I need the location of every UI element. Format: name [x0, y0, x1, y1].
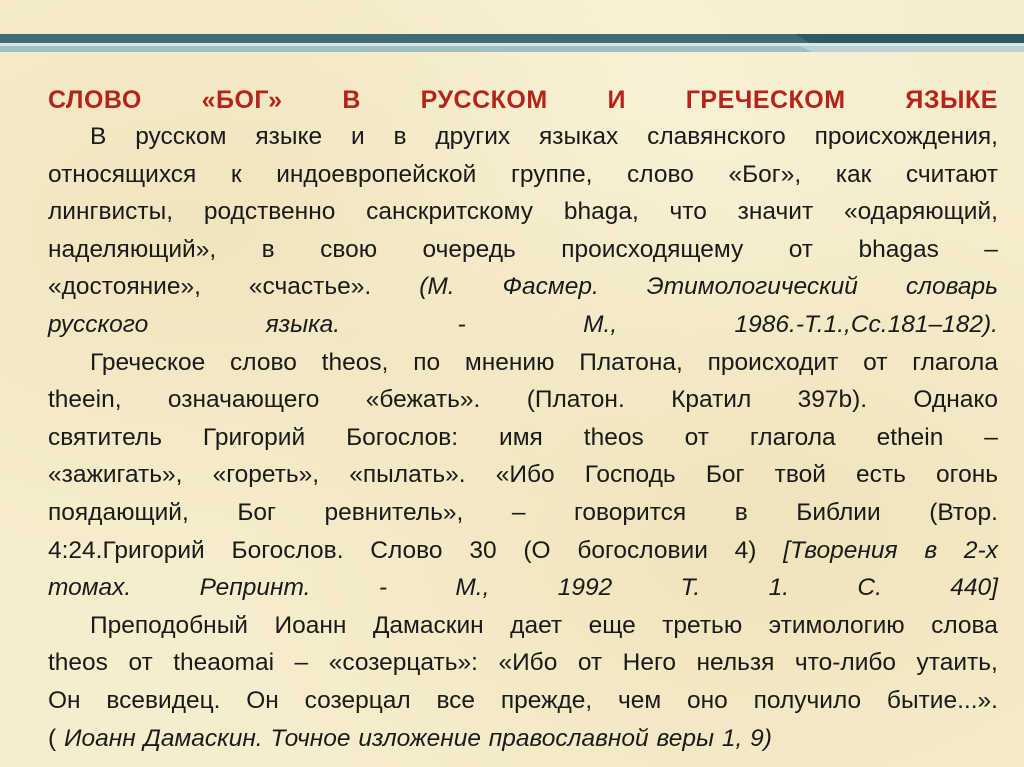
body-word: индоевропейской [276, 160, 477, 188]
body-word: Него [622, 649, 676, 677]
body-word: от [788, 235, 813, 263]
body-word: Платона, [579, 348, 683, 376]
body-word: этимологию [768, 611, 905, 639]
title-word: «БОГ» [201, 85, 283, 114]
text-line [48, 193, 998, 231]
citation-word: языка. [265, 310, 341, 338]
text-line [48, 532, 998, 570]
text-line [48, 156, 998, 194]
body-word: в [393, 123, 407, 150]
body-word: поядающий, [48, 498, 189, 526]
body-word: (Платон. [526, 386, 625, 414]
body-word: есть [856, 461, 906, 489]
text-line [48, 682, 998, 720]
text-line [48, 456, 998, 494]
body-word: всевидец. [106, 686, 221, 714]
citation-word: 440] [950, 574, 998, 602]
body-word: твой [774, 461, 826, 489]
citation-word: С. [857, 574, 882, 602]
body-word: группе, [510, 160, 593, 188]
body-word: «зажигать», [48, 461, 183, 489]
body-word: оно [687, 686, 728, 714]
band-accent-light [800, 46, 1024, 52]
body-word: theaomai [173, 649, 275, 677]
body-word: значит [737, 198, 814, 226]
citation-word: словарь [905, 273, 998, 301]
slide-title [48, 84, 998, 116]
body-word: Греческое [90, 348, 206, 376]
citation-word: Фасмер. [502, 273, 599, 301]
body-word: от [577, 649, 603, 677]
body-word: чем [618, 686, 662, 714]
body-word: «пылать». [349, 461, 466, 489]
text-line [48, 268, 998, 306]
body-word: (О [523, 536, 551, 564]
body-word: theos [583, 423, 644, 451]
body-word: языках [539, 123, 619, 150]
body-word: слова [931, 611, 998, 639]
body-word: слово [230, 348, 297, 376]
body-word: «гореть», [212, 461, 320, 489]
body-word: санскритскому [366, 198, 534, 226]
body-word: очередь [422, 235, 516, 263]
citation-word: - [378, 574, 387, 602]
body-word: «Ибо [498, 649, 558, 677]
body-word: Библии [796, 498, 881, 526]
body-word: происходит [707, 348, 839, 376]
body-word: от [128, 649, 153, 677]
title-word: ЯЗЫКЕ [905, 85, 998, 114]
citation-word: (М. [419, 273, 455, 301]
citation-word: - [457, 310, 466, 338]
band-gap [0, 43, 1024, 46]
body-word: наделяющий», [48, 235, 217, 263]
body-word: «достояние», [48, 273, 201, 301]
body-word: Иоанн [274, 611, 347, 639]
body-word: глагола [749, 423, 836, 451]
citation-word: 1992 [557, 574, 613, 602]
text-line [48, 644, 998, 682]
body-word: Дамаскин [372, 611, 484, 639]
citation-word: 9) [750, 724, 772, 752]
text-line [48, 419, 998, 457]
body-word: лингвисты, [48, 198, 174, 226]
body-word: прежде, [500, 686, 593, 714]
body-word: бытие...». [886, 686, 998, 714]
body-word: что-либо [794, 649, 897, 677]
body-word: – [511, 498, 526, 526]
body-word: – [294, 649, 309, 677]
citation-word: Точное [270, 724, 351, 752]
header-band-graphic [0, 32, 1024, 56]
body-word: Богослов. [231, 536, 344, 564]
body-word: свою [320, 235, 378, 263]
body-word: Однако [913, 386, 998, 414]
body-word: что [669, 198, 707, 226]
body-word: родственно [203, 198, 336, 226]
title-word: И [607, 85, 626, 114]
citation-word: Т. [680, 574, 701, 602]
body-word: ethein [876, 423, 944, 451]
body-word: Господь [584, 461, 676, 489]
body-word: Он [48, 686, 81, 714]
citation-word: изложение [358, 724, 481, 752]
body-word: theein, [48, 386, 122, 414]
body-word: в [734, 498, 748, 526]
body-word: и [350, 123, 365, 150]
body-word: по [413, 348, 441, 376]
body-word: bhagas [858, 235, 939, 263]
body-word: от [684, 423, 709, 451]
text-line [48, 306, 998, 344]
body-word: «созерцать»: [328, 649, 478, 677]
body-word: славянского [647, 123, 786, 150]
title-word: В [342, 85, 361, 114]
body-word: Бог [705, 461, 745, 489]
body-word: мнению [464, 348, 555, 376]
body-word: Он [246, 686, 279, 714]
body-word: 4) [734, 536, 757, 564]
citation-word: Иоанн [64, 724, 136, 752]
citation-word: М., [583, 310, 618, 338]
body-word: русском [135, 123, 227, 150]
body-word: Григорий [202, 423, 306, 451]
body-word: Слово [370, 536, 443, 564]
body-word: Преподобный [90, 611, 248, 639]
body-word: theos, [321, 348, 389, 376]
body-word: ( [48, 724, 57, 752]
citation-word: русского [48, 310, 149, 338]
citation-word: 1986.-Т.1.,Сс.181–182). [734, 310, 998, 338]
body-word: – [984, 423, 998, 451]
text-line [48, 118, 998, 156]
body-word: «одаряющий, [843, 198, 998, 226]
body-word: языке [255, 123, 323, 150]
body-word: Богослов: [346, 423, 459, 451]
body-word: Бог [237, 498, 276, 526]
text-line [48, 344, 998, 382]
decorative-header-band [0, 32, 1024, 56]
body-word: как [835, 160, 872, 188]
body-word: означающего [167, 386, 320, 414]
body-word: к [230, 160, 242, 188]
body-word: дает [510, 611, 563, 639]
body-word: в [261, 235, 275, 263]
body-word: происходящему [561, 235, 744, 263]
body-word: еще [588, 611, 636, 639]
body-word: получило [753, 686, 862, 714]
body-word: от [863, 348, 888, 376]
body-word: относящихся [48, 160, 197, 188]
body-word: считают [905, 160, 998, 188]
title-word: ГРЕЧЕСКОМ [685, 85, 846, 114]
citation-word: православной [488, 724, 649, 752]
body-word: святитель [48, 423, 162, 451]
citation-word: [Творения [783, 536, 898, 564]
body-word: 4:24.Григорий [48, 536, 205, 564]
citation-word: в [924, 536, 938, 564]
text-line [48, 569, 998, 607]
body-word: происхождения, [814, 123, 998, 150]
citation-word: М., [455, 574, 490, 602]
title-word: СЛОВО [48, 85, 142, 114]
slide-body-text [48, 118, 998, 757]
body-word: слово [627, 160, 694, 188]
citation-word: веры [656, 724, 714, 752]
body-word: «счастье». [248, 273, 372, 301]
body-word: все [436, 686, 476, 714]
body-word: созерцал [304, 686, 411, 714]
text-line [48, 607, 998, 645]
citation-word: 1. [768, 574, 790, 602]
body-word: глагола [912, 348, 998, 376]
body-word: других [435, 123, 511, 150]
body-word: утаить, [916, 649, 998, 677]
text-line [48, 720, 998, 758]
body-word: theos [48, 649, 108, 677]
band-accent-dark [795, 34, 1024, 43]
body-word: В [90, 123, 107, 150]
citation-word: Репринт. [199, 574, 311, 602]
citation-word: Дамаскин. [143, 724, 263, 752]
body-word: (Втор. [929, 498, 998, 526]
title-word: РУССКОМ [420, 85, 548, 114]
body-word: 397b). [797, 386, 868, 414]
body-word: «Ибо [495, 461, 555, 489]
body-word: ревнитель», [324, 498, 464, 526]
body-word: «бежать». [365, 386, 481, 414]
citation-word: 1, [721, 724, 743, 752]
body-word: огонь [936, 461, 998, 489]
citation-word: 2-х [963, 536, 998, 564]
text-line [48, 381, 998, 419]
body-word: богословии [577, 536, 708, 564]
body-word: говорится [574, 498, 687, 526]
text-line [48, 494, 998, 532]
body-word: – [984, 235, 998, 263]
body-word: 30 [469, 536, 497, 564]
body-word: Кратил [671, 386, 752, 414]
text-line [48, 231, 998, 269]
citation-word: Этимологический [646, 273, 858, 301]
citation-word: томах. [48, 574, 132, 602]
body-word: третью [662, 611, 743, 639]
body-word: «Бог», [728, 160, 802, 188]
body-word: нельзя [696, 649, 775, 677]
body-word: bhaga, [563, 198, 639, 226]
body-word: имя [499, 423, 543, 451]
